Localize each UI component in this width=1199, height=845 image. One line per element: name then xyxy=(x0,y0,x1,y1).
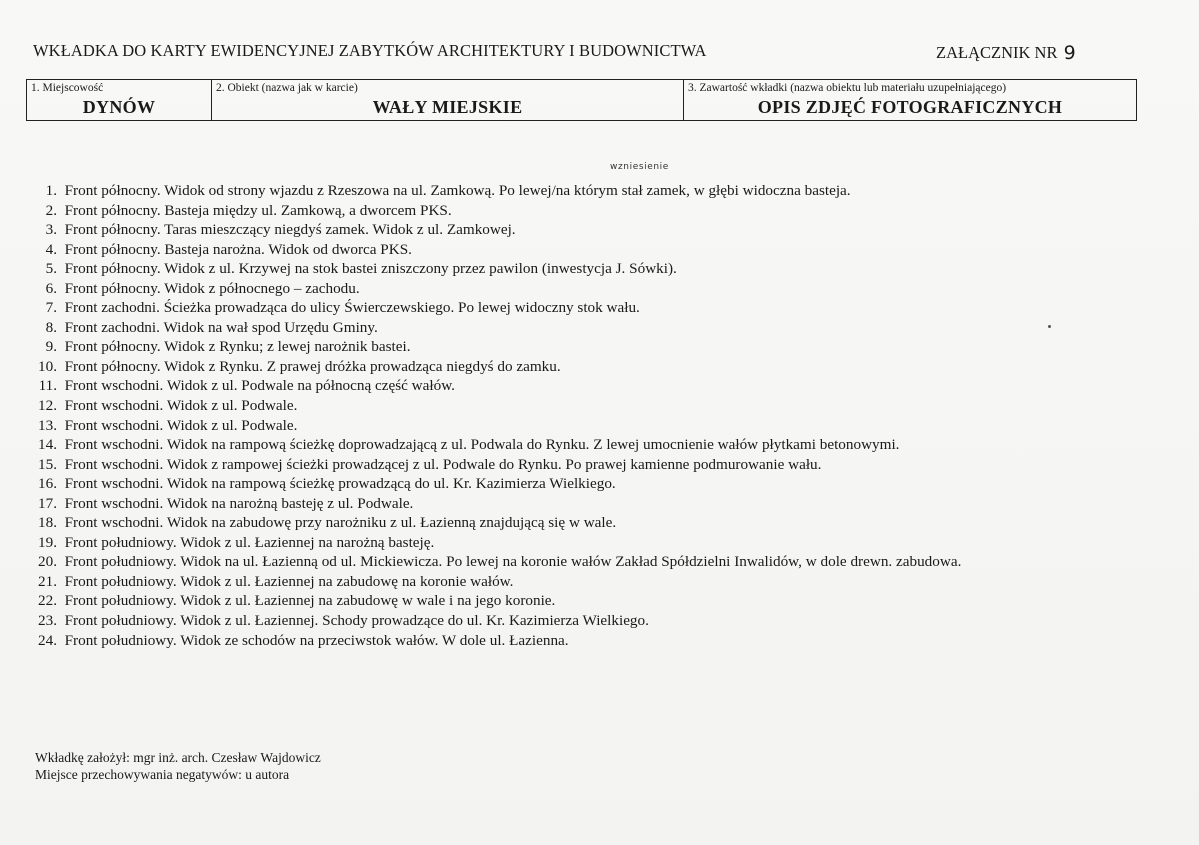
scan-speck xyxy=(1048,325,1051,328)
item-text: Front wschodni. Widok na rampową ścieżkę prowadzącą do ul. Kr. Kazimierza Wielkiego. xyxy=(64,475,616,493)
footer xyxy=(35,749,321,783)
item-number: 21. xyxy=(38,572,57,590)
field-locality-label: 1. Miejscowość xyxy=(31,82,104,94)
photo-description-list xyxy=(30,181,961,650)
item-number: 13. xyxy=(38,416,57,434)
item-number: 16. xyxy=(38,475,57,493)
item-number: 7. xyxy=(45,299,57,317)
list-item xyxy=(30,552,961,572)
list-item xyxy=(30,240,961,260)
item-text: Front północny. Widok z północnego – zachodu. xyxy=(64,279,360,297)
list-item xyxy=(30,298,961,318)
item-text: Front wschodni. Widok na rampową ścieżkę doprowadzającą z ul. Podwala do Rynku. Z lewej umocnienie wałów płytkami betonowymi. xyxy=(64,436,900,454)
handwritten-annotation: wzniesienie xyxy=(610,162,669,172)
list-item xyxy=(30,357,961,377)
item-number: 5. xyxy=(45,260,57,278)
item-text: Front północny. Widok z ul. Krzywej na stok bastei zniszczony przez pawilon (inwestycja J. Sówki). xyxy=(64,260,677,278)
item-number: 20. xyxy=(38,553,57,571)
item-number: 10. xyxy=(38,357,57,375)
list-item xyxy=(30,376,961,396)
item-text: Front wschodni. Widok na narożną basteję z ul. Podwale. xyxy=(64,494,414,512)
item-number: 9. xyxy=(45,338,57,356)
list-item xyxy=(30,611,961,631)
field-object-label: 2. Obiekt (nazwa jak w karcie) xyxy=(216,82,358,94)
document-title: WKŁADKA DO KARTY EWIDENCYJNEJ ZABYTKÓW ARCHITEKTURY I BUDOWNICTWA xyxy=(33,41,707,60)
item-number: 1. xyxy=(45,182,57,199)
annex-number: 9 xyxy=(1063,42,1076,64)
list-item xyxy=(30,435,961,455)
item-text: Front południowy. Widok z ul. Łaziennej. Schody prowadzące do ul. Kr. Kazimierza Wielkiego. xyxy=(64,612,649,630)
list-item xyxy=(30,474,961,494)
list-item xyxy=(30,533,961,553)
item-text: Front północny. Basteja między ul. Zamkową, a dworcem PKS. xyxy=(64,201,452,219)
item-number: 15. xyxy=(38,455,57,473)
list-item xyxy=(30,494,961,514)
list-item xyxy=(30,318,961,338)
list-item xyxy=(30,201,961,221)
item-text: Front południowy. Widok z ul. Łaziennej na narożną basteję. xyxy=(64,533,435,551)
item-text: Front wschodni. Widok z ul. Podwale na północną część wałów. xyxy=(64,377,455,395)
field-locality xyxy=(27,80,212,120)
list-item xyxy=(30,337,961,357)
item-number: 3. xyxy=(45,221,57,239)
list-item xyxy=(30,396,961,416)
field-object xyxy=(212,80,684,120)
item-text: Front południowy. Widok z ul. Łaziennej na zabudowę na koronie wałów. xyxy=(64,572,514,590)
field-object-value: WAŁY MIEJSKIE xyxy=(372,97,523,117)
item-text: Front wschodni. Widok z rampowej ścieżki prowadzącej z ul. Podwale do Rynku. Po prawej kamienne podmurowanie wału. xyxy=(64,455,822,473)
item-number: 24. xyxy=(38,631,57,649)
annex-label xyxy=(936,41,1076,63)
list-item xyxy=(30,513,961,533)
item-number: 19. xyxy=(38,533,57,551)
field-content-label: 3. Zawartość wkładki (nazwa obiektu lub materiału uzupełniającego) xyxy=(688,82,1007,94)
item-text: Front zachodni. Widok na wał spod Urzędu Gminy. xyxy=(64,318,378,336)
item-text: Front południowy. Widok na ul. Łazienną od ul. Mickiewicza. Po lewej na koronie wałów Zakład Spółdzielni Inwalidów, w dole drewn. zabudowa. xyxy=(64,553,962,571)
item-text: Front zachodni. Ścieżka prowadząca do ulicy Świerczewskiego. Po lewej widoczny stok wału. xyxy=(64,299,640,317)
list-item xyxy=(30,572,961,592)
list-item xyxy=(30,220,961,240)
list-item xyxy=(30,455,961,475)
item-text: Front północny. Widok z Rynku. Z prawej dróżka prowadząca niegdyś do zamku. xyxy=(64,357,561,375)
item-number: 2. xyxy=(45,201,57,219)
list-item xyxy=(30,416,961,436)
item-number: 8. xyxy=(45,318,57,336)
item-number: 11. xyxy=(38,377,57,395)
header-form-table xyxy=(26,79,1137,121)
field-content-value: OPIS ZDJĘĆ FOTOGRAFICZNYCH xyxy=(757,97,1063,117)
list-item xyxy=(30,631,961,651)
list-item xyxy=(30,279,961,299)
item-text: Front północny. Taras mieszczący niegdyś zamek. Widok z ul. Zamkowej. xyxy=(64,221,516,239)
item-text: Front północny. Widok z Rynku; z lewej narożnik bastei. xyxy=(64,338,411,356)
item-number: 17. xyxy=(38,494,57,512)
item-number: 12. xyxy=(38,397,57,415)
item-text: Front południowy. Widok ze schodów na przeciwstok wałów. W dole ul. Łazienna. xyxy=(64,631,569,649)
list-item xyxy=(30,591,961,611)
negatives-storage-line: Miejsce przechowywania negatywów: u autora xyxy=(35,767,290,782)
item-number: 6. xyxy=(45,279,57,297)
author-line: Wkładkę założył: mgr inż. arch. Czesław Wajdowicz xyxy=(35,750,321,765)
item-number: 18. xyxy=(38,514,57,532)
list-item xyxy=(30,259,961,279)
item-text: Front wschodni. Widok z ul. Podwale. xyxy=(64,397,298,415)
item-number: 23. xyxy=(38,612,57,630)
item-text: Front północny. Widok od strony wjazdu z Rzeszowa na ul. Zamkową. Po lewej/na którym stał zamek, w głębi widoczna basteja. xyxy=(64,182,851,199)
item-text: Front wschodni. Widok na zabudowę przy narożniku z ul. Łazienną znajdującą się w wale. xyxy=(64,514,617,532)
annex-text: ZAŁĄCZNIK NR xyxy=(936,43,1058,62)
field-content xyxy=(684,80,1136,120)
item-text: Front wschodni. Widok z ul. Podwale. xyxy=(64,416,298,434)
item-number: 4. xyxy=(45,240,57,258)
item-number: 22. xyxy=(38,592,57,610)
list-item xyxy=(30,181,961,201)
field-locality-value: DYNÓW xyxy=(82,97,156,117)
item-number: 14. xyxy=(38,436,57,454)
item-text: Front południowy. Widok z ul. Łaziennej na zabudowę w wale i na jego koronie. xyxy=(64,592,556,610)
item-text: Front północny. Basteja narożna. Widok od dworca PKS. xyxy=(64,240,412,258)
